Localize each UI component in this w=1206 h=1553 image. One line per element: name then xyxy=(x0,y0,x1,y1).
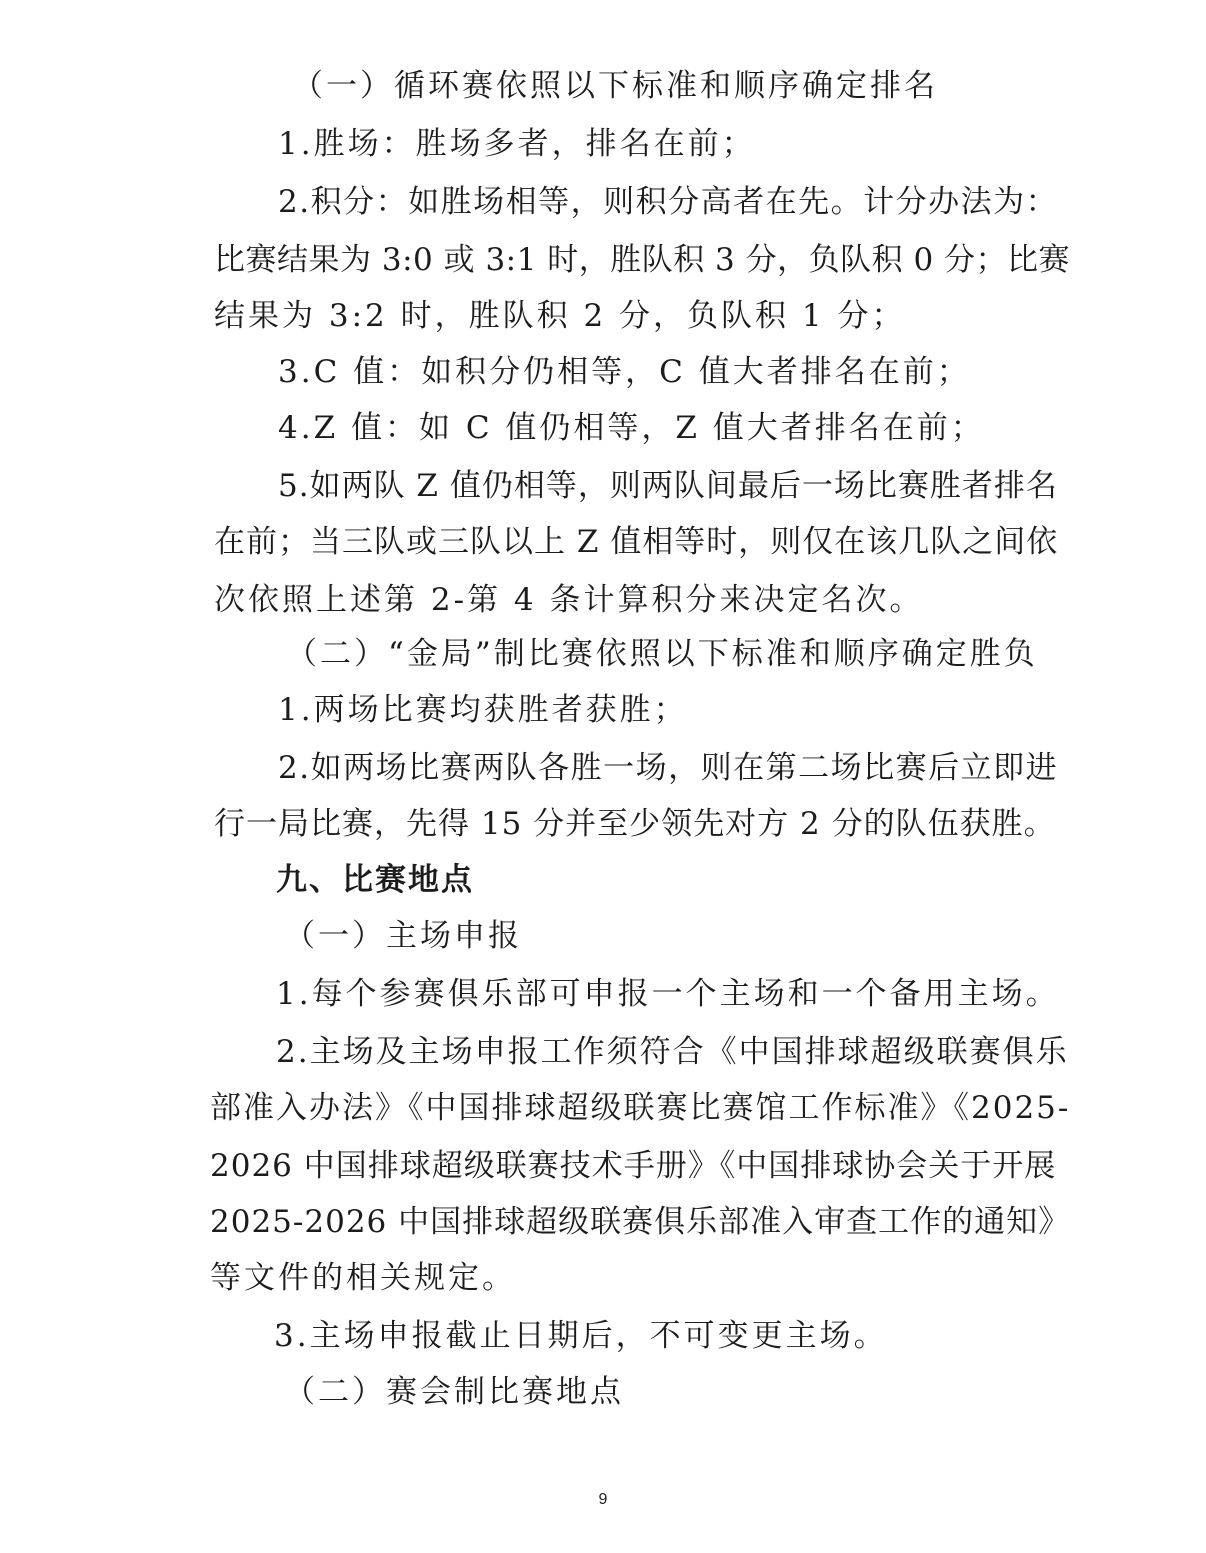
paragraph-line: 1.每个参赛俱乐部可申报一个主场和一个备用主场。 xyxy=(276,976,1060,1012)
paragraph-line: 1.胜场：胜场多者，排名在前； xyxy=(278,126,756,162)
paragraph-line: 行一局比赛，先得 15 分并至少领先对方 2 分的队伍获胜。 xyxy=(214,806,1056,842)
paragraph-line: 在前；当三队或三队以上 Z 值相等时，则仅在该几队之间依 xyxy=(214,524,1059,560)
paragraph-line: 3.主场申报截止日期后，不可变更主场。 xyxy=(274,1318,888,1354)
paragraph-line: 2.如两场比赛两队各胜一场，则在第二场比赛后立即进 xyxy=(278,750,1059,786)
paragraph-line: 4.Z 值：如 C 值仍相等，Z 值大者排名在前； xyxy=(278,410,985,446)
paragraph-line: 部准入办法》《中国排球超级联赛比赛馆工作标准》《2025- xyxy=(210,1090,1071,1126)
subheading-home-venue: （一）主场申报 xyxy=(284,918,522,954)
paragraph-line: 3.C 值：如积分仍相等，C 值大者排名在前； xyxy=(278,354,971,390)
section-heading-venue: 九、比赛地点 xyxy=(276,862,474,898)
page-number: 9 xyxy=(598,1491,608,1508)
paragraph-line: 结果为 3:2 时，胜队积 2 分，负队积 1 分； xyxy=(214,298,906,334)
subheading-golden-set: （二）“金局”制比赛依照以下标准和顺序确定胜负 xyxy=(286,636,1038,672)
subheading-round-robin-ranking: （一）循环赛依照以下标准和顺序确定排名 xyxy=(292,68,938,104)
paragraph-line: 2025-2026 中国排球超级联赛俱乐部准入审查工作的通知》 xyxy=(210,1204,1071,1240)
paragraph-line: 1.两场比赛均获胜者获胜； xyxy=(278,692,688,728)
paragraph-line: 5.如两队 Z 值仍相等，则两队间最后一场比赛胜者排名 xyxy=(278,468,1058,504)
paragraph-line: 比赛结果为 3:0 或 3:1 时，胜队积 3 分，负队积 0 分；比赛 xyxy=(214,242,1071,278)
subheading-tournament-venue: （二）赛会制比赛地点 xyxy=(284,1374,624,1410)
paragraph-line: 等文件的相关规定。 xyxy=(210,1260,516,1296)
paragraph-line: 2.积分：如胜场相等，则积分高者在先。计分办法为： xyxy=(278,184,1059,220)
paragraph-line: 2026 中国排球超级联赛技术手册》《中国排球协会关于开展 xyxy=(210,1148,1057,1184)
paragraph-line: 2.主场及主场申报工作须符合《中国排球超级联赛俱乐 xyxy=(276,1034,1069,1070)
paragraph-line: 次依照上述第 2-第 4 条计算积分来决定名次。 xyxy=(214,582,924,618)
